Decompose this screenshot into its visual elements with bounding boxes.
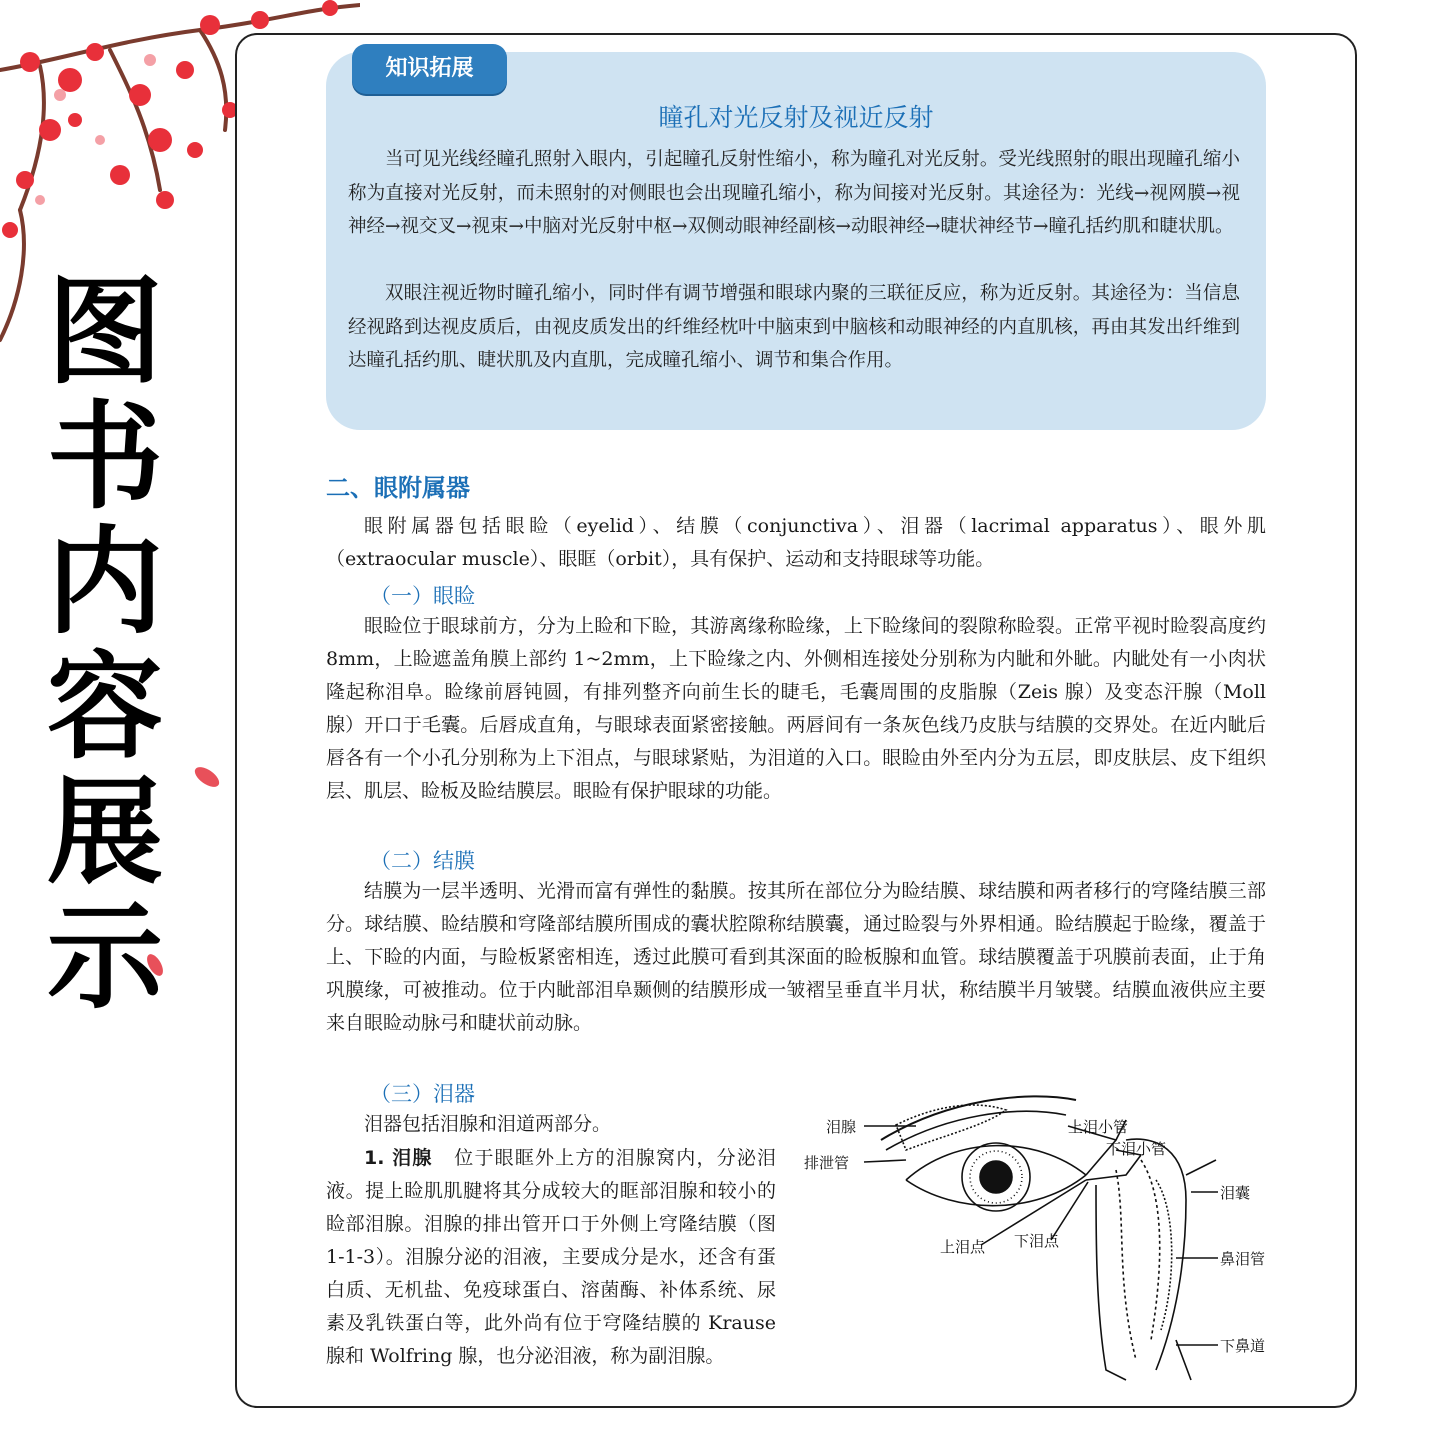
side-title-char: 示 — [47, 890, 163, 1025]
side-title-char: 书 — [47, 390, 163, 525]
lacrimal-apparatus-figure — [796, 1080, 1276, 1398]
label-nasolacrimal-duct: 鼻泪管 — [1220, 1250, 1266, 1268]
side-title — [40, 265, 170, 1025]
knowledge-paragraph: 当可见光线经瞳孔照射入眼内，引起瞳孔反射性缩小，称为瞳孔对光反射。受光线照射的眼出现瞳孔缩小称为直接对光反射，而未照射的对侧眼也会出现瞳孔缩小，称为间接对光反射。其途径为：光线→视网膜→视神经→视交叉→视束→中脑对光反射中枢→双侧动眼神经副核→动眼神经→睫状神经节→瞳孔括约肌和睫状肌。 — [348, 149, 1240, 237]
label-upper-punctum: 上泪点 — [940, 1238, 986, 1256]
subsection-heading-eyelid: （一）眼睑 — [370, 584, 475, 608]
side-title-char: 展 — [47, 765, 163, 900]
knowledge-title: 瞳孔对光反射及视近反射 — [658, 103, 934, 132]
conjunctiva-paragraph: 结膜为一层半透明、光滑而富有弹性的黏膜。按其所在部位分为睑结膜、球结膜和两者移行的穹隆结膜三部分。球结膜、睑结膜和穹隆部结膜所围成的囊状腔隙称结膜囊，通过睑裂与外界相通。睑结膜起于睑缘，覆盖于上、下睑的内面，与睑板紧密相连，透过此膜可看到其深面的睑板腺和血管。球结膜覆盖于巩膜前表面，止于角巩膜缘，可被推动。位于内眦部泪阜颞侧的结膜形成一皱褶呈垂直半月状，称结膜半月皱襞。结膜血液供应主要来自眼睑动脉弓和睫状前动脉。 — [326, 880, 1266, 1034]
lacrimal-gland-lead: 1. 泪腺 — [364, 1147, 433, 1169]
knowledge-tag: 知识拓展 — [352, 44, 507, 94]
label-excretory-duct: 排泄管 — [804, 1154, 850, 1172]
label-lower-punctum: 下泪点 — [1014, 1232, 1060, 1250]
label-lower-canaliculus: 下泪小管 — [1106, 1140, 1167, 1158]
side-title-char: 容 — [47, 640, 163, 775]
subsection-heading-lacrimal: （三）泪器 — [370, 1082, 475, 1106]
side-title-char: 图 — [47, 265, 163, 400]
section-heading: 二、眼附属器 — [326, 474, 470, 502]
eyelid-paragraph: 眼睑位于眼球前方，分为上睑和下睑，其游离缘称睑缘，上下睑缘间的裂隙称睑裂。正常平视时睑裂高度约 8mm，上睑遮盖角膜上部约 1~2mm，上下睑缘之内、外侧相连接处分别称为内眦和外眦。内眦处有一小肉状隆起称泪阜。睑缘前唇钝圆，有排列整齐向前生长的睫毛，毛囊周围的皮脂腺（Zeis 腺）及变态汗腺（Moll 腺）开口于毛囊。后唇成直角，与眼球表面紧密接触。两唇间有一条灰色线乃皮肤与结膜的交界处。在近内眦后唇各有一个小孔分别称为上下泪点，与眼球紧贴，为泪道的入口。眼睑由外至内分为五层，即皮肤层、皮下组织层、肌层、睑板及睑结膜层。眼睑有保护眼球的功能。 — [326, 615, 1266, 802]
lacrimal-gland-paragraph — [326, 1142, 776, 1373]
side-title-char: 内 — [47, 515, 163, 650]
label-lacrimal-sac: 泪囊 — [1220, 1184, 1251, 1202]
knowledge-paragraph: 双眼注视近物时瞳孔缩小，同时伴有调节增强和眼球内聚的三联征反应，称为近反射。其途径为：当信息经视路到达视皮质后，由视皮质发出的纤维经枕叶中脑束到中脑核和动眼神经的内直肌核，再由其发出纤维到达瞳孔括约肌、睫状肌及内直肌，完成瞳孔缩小、调节和集合作用。 — [348, 283, 1240, 371]
label-inferior-meatus: 下鼻道 — [1220, 1337, 1266, 1355]
label-lacrimal-gland: 泪腺 — [826, 1118, 857, 1136]
lacrimal-gland-text: 位于眼眶外上方的泪腺窝内，分泌泪液。提上睑肌肌腱将其分成较大的眶部泪腺和较小的睑部泪腺。泪腺的排出管开口于外侧上穹隆结膜（图 1-1-3）。泪腺分泌的泪液，主要成分是水，还含有蛋白质、无机盐、免疫球蛋白、溶菌酶、补体系统、尿素及乳铁蛋白等，此外尚有位于穹隆结膜的 Krause 腺和 Wolfring 腺，也分泌泪液，称为副泪腺。 — [326, 1147, 776, 1367]
lacrimal-intro: 泪器包括泪腺和泪道两部分。 — [364, 1113, 612, 1135]
subsection-heading-conjunctiva: （二）结膜 — [370, 849, 475, 873]
section-intro: 眼附属器包括眼睑（eyelid）、结膜（conjunctiva）、泪器（lacrimal apparatus）、眼外肌（extraocular muscle）、眼眶（orbit），具有保护、运动和支持眼球等功能。 — [326, 515, 1266, 570]
petal-decoration — [190, 760, 224, 794]
label-upper-canaliculus: 上泪小管 — [1068, 1118, 1129, 1136]
